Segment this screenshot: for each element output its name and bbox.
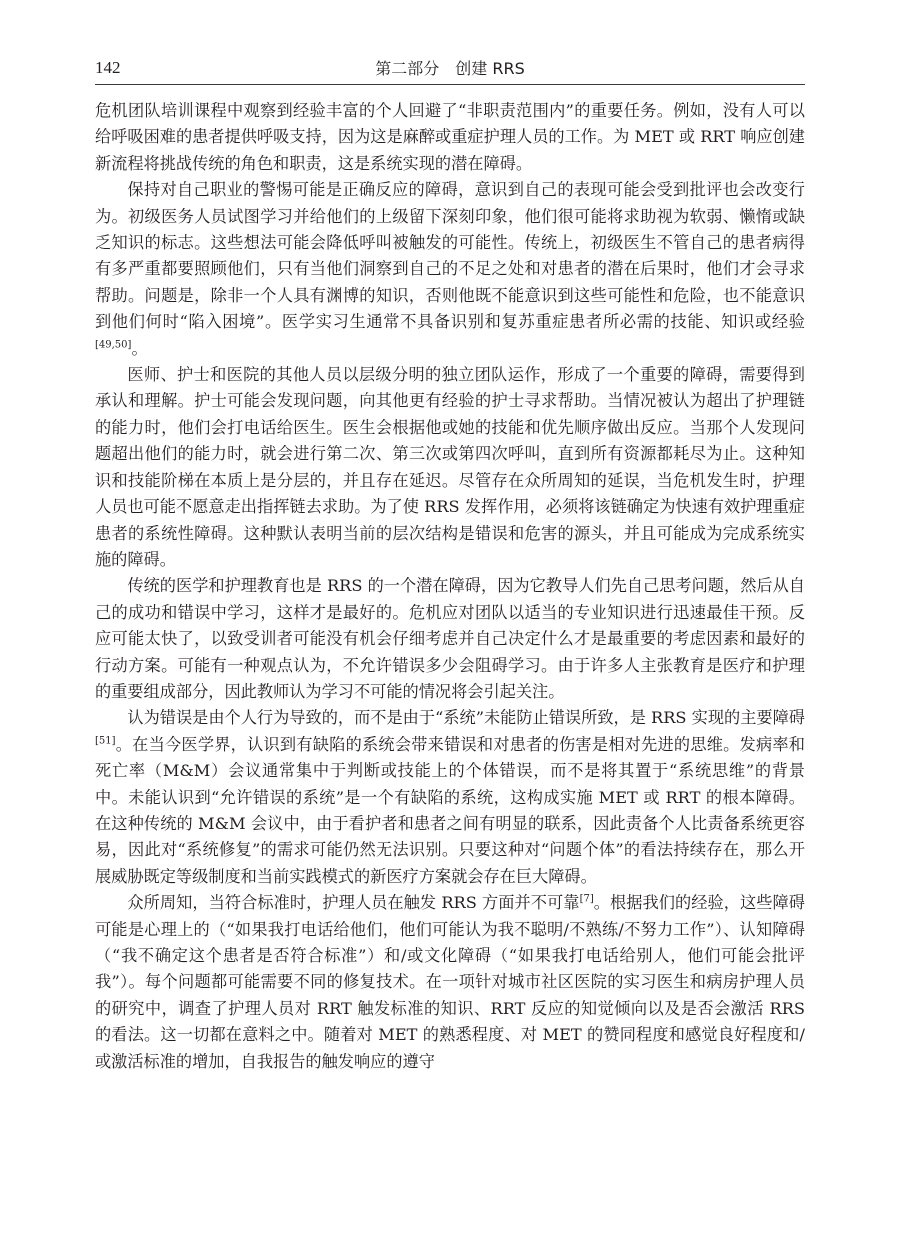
paragraph-text: 。根据我们的经验，这些障碍可能是心理上的（“如果我打电话给他们，他们可能认为我不聪明/不熟练/不努力工作”）、认知障碍（“我不确定这个患者是否符合标准”）和/或文化障碍（“如果我打电话给别人，他们可能会批评我”）。每个问题都可能需要不同的修复技术。在一项针对城市社区医院的实习医生和病房护理人员的研究中，调查了护理人员对 RRT 触发标准的知识、RRT 反应的知觉倾向以及是否会激活 RRS 的看法。这一切都在意料之中。随着对 MET 的熟悉程度、对 MET 的赞同程度和感觉良好程度和/或激活标准的增加，自我报告的触发响应的遵守 [95, 893, 805, 1071]
citation-reference: [7] [579, 893, 594, 905]
citation-reference: [51] [95, 735, 116, 747]
paragraph [95, 890, 805, 1075]
paragraph-text: 。 [131, 338, 148, 358]
page-number: 142 [95, 58, 121, 77]
paragraph-text: 传统的医学和护理教育也是 RRS 的一个潜在障碍，因为它教导人们先自己思考问题，然后从自己的成功和错误中学习，这样才是最好的。危机应对团队以适当的专业知识进行迅速最佳干预。反应可能太快了，以致受训者可能没有机会仔细考虑并自己决定什么才是最重要的考虑因素和最好的行动方案。可能有一种观点认为，不允许错误多少会阻碍学习。由于许多人主张教育是医疗和护理的重要组成部分，因此教师认为学习不可能的情况将会引起关注。 [95, 576, 805, 701]
paragraph [95, 705, 805, 890]
paragraph [95, 573, 805, 705]
paragraph [95, 362, 805, 573]
paragraph [95, 98, 805, 177]
paragraph-text: 众所周知，当符合标准时，护理人员在触发 RRS 方面并不可靠 [127, 893, 580, 913]
running-title: 第二部分 创建 RRS [375, 59, 525, 78]
page-header [95, 56, 805, 82]
body-text [95, 98, 805, 1075]
paragraph-text: 医师、护士和医院的其他人员以层级分明的独立团队运作，形成了一个重要的障碍，需要得到承认和理解。护士可能会发现问题，向其他更有经验的护士寻求帮助。当情况被认为超出了护理链的能力时，他们会打电话给医生。医生会根据他或她的技能和优先顺序做出反应。当那个人发现问题超出他们的能力时，就会进行第二次、第三次或第四次呼叫，直到所有资源都耗尽为止。这种知识和技能阶梯在本质上是分层的，并且存在延迟。尽管存在众所周知的延误，当危机发生时，护理人员也可能不愿意走出指挥链去求助。为了使 RRS 发挥作用，必须将该链确定为快速有效护理重症患者的系统性障碍。这种默认表明当前的层次结构是错误和危害的源头，并且可能成为完成系统实施的障碍。 [95, 365, 805, 569]
paragraph [95, 177, 805, 362]
paragraph-text: 。在当今医学界，认识到有缺陷的系统会带来错误和对患者的伤害是相对先进的思维。发病率和死亡率（M&M）会议通常集中于判断或技能上的个体错误，而不是将其置于“系统思维”的背景中。未能认识到“允许错误的系统”是一个有缺陷的系统，这构成实施 MET 或 RRT 的根本障碍。在这种传统的 M&M 会议中，由于看护者和患者之间有明显的联系，因此责备个人比责备系统更容易，因此对“系统修复”的需求可能仍然无法识别。只要这种对“问题个体”的看法持续存在，那么开展威胁既定等级制度和当前实践模式的新医疗方案就会存在巨大障碍。 [95, 734, 805, 886]
header-rule [95, 84, 805, 85]
paragraph-text: 保持对自己职业的警惕可能是正确反应的障碍，意识到自己的表现可能会受到批评也会改变行为。初级医务人员试图学习并给他们的上级留下深刻印象，他们很可能将求助视为软弱、懒惰或缺乏知识的标志。这些想法可能会降低呼叫被触发的可能性。传统上，初级医生不管自己的患者病得有多严重都要照顾他们，只有当他们洞察到自己的不足之处和对患者的潜在后果时，他们才会寻求帮助。问题是，除非一个人具有渊博的知识，否则他既不能意识到这些可能性和危险，也不能意识到他们何时“陷入困境”。医学实习生通常不具备识别和复苏重症患者所必需的技能、知识或经验 [95, 180, 805, 332]
paragraph-text: 认为错误是由个人行为导致的，而不是由于“系统”未能防止错误所致，是 RRS 实现的主要障碍 [127, 708, 805, 728]
citation-reference: [49,50] [95, 339, 132, 351]
paragraph-text: 危机团队培训课程中观察到经验丰富的个人回避了“非职责范围内”的重要任务。例如，没有人可以给呼吸困难的患者提供呼吸支持，因为这是麻醉或重症护理人员的工作。为 MET 或 RRT 响应创建新流程将挑战传统的角色和职责，这是系统实现的潜在障碍。 [95, 101, 805, 173]
